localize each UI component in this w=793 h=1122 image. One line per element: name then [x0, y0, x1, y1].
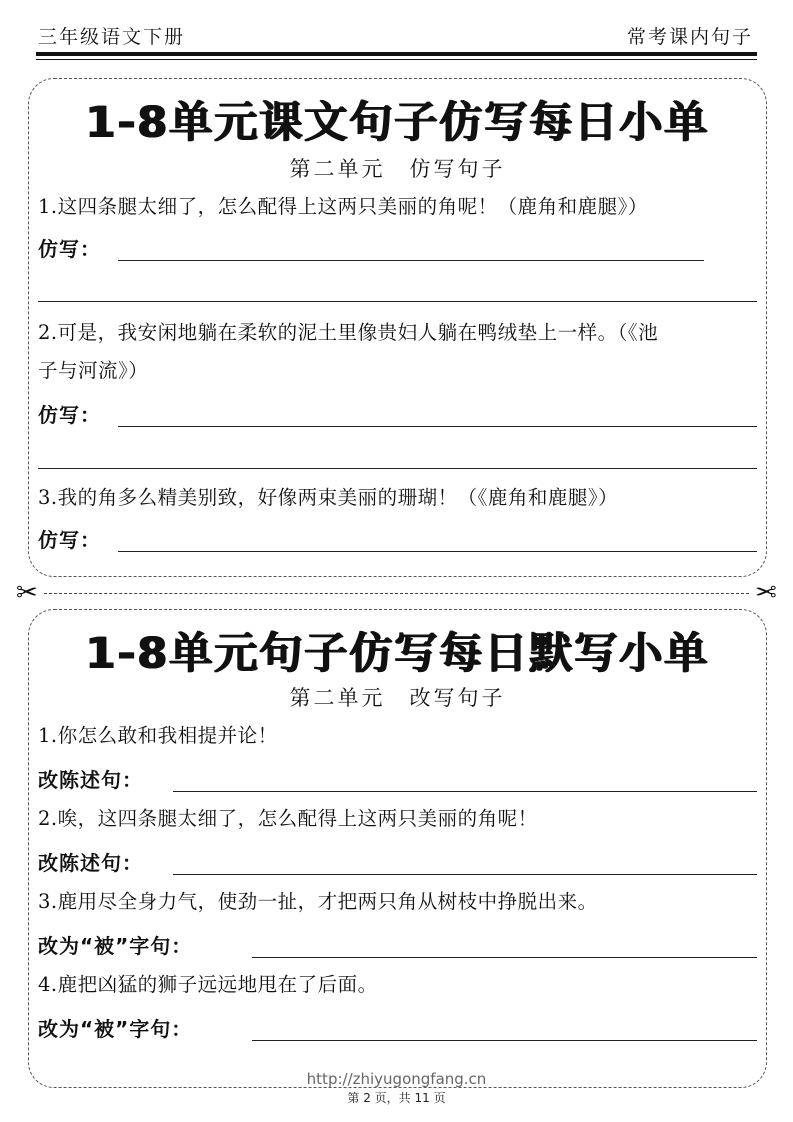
scissors-icon: ✂ [755, 578, 777, 608]
worksheet-title: 1-8单元句子仿写每日默写小单 [85, 629, 710, 679]
question-2: 2.唉，这四条腿太细了，怎么配得上这两只美丽的角呢！ [38, 807, 538, 830]
header-rule-thin [36, 59, 757, 60]
answer-line[interactable] [118, 551, 757, 552]
question-1: 1.这四条腿太细了，怎么配得上这两只美丽的角呢！（鹿角和鹿腿》） [38, 195, 648, 218]
question-2-line-1: 2.可是，我安闲地躺在柔软的泥土里像贵妇人躺在鸭绒垫上一样。（《池 [38, 321, 659, 344]
question-4: 4.鹿把凶猛的狮子远远地甩在了后面。 [38, 973, 378, 996]
answer-line[interactable] [252, 1040, 757, 1041]
question-3: 3.鹿用尽全身力气，使劲一扯，才把两只角从树枝中挣脱出来。 [38, 890, 598, 913]
header-rule-thick [36, 52, 757, 56]
answer-line[interactable] [38, 468, 757, 469]
worksheet-subtitle: 第二单元 仿写句子 [289, 157, 506, 181]
footer-page-number: 第 2 页，共 11 页 [347, 1091, 446, 1105]
worksheet-title: 1-8单元课文句子仿写每日小单 [85, 98, 710, 148]
question-2-line-2: 子与河流》） [38, 359, 149, 382]
answer-line[interactable] [173, 791, 757, 792]
worksheet-subtitle: 第二单元 改写句子 [289, 686, 506, 710]
answer-line[interactable] [38, 301, 757, 302]
question-1: 1.你怎么敢和我相提并论！ [38, 724, 278, 747]
answer-label-statement: 改陈述句： [38, 768, 143, 792]
answer-line[interactable] [173, 874, 757, 875]
answer-label: 仿写： [38, 528, 101, 552]
answer-line[interactable] [252, 957, 757, 958]
cut-line [44, 593, 749, 594]
answer-line[interactable] [118, 260, 704, 261]
question-3: 3.我的角多么精美别致，好像两束美丽的珊瑚！（《鹿角和鹿腿》） [38, 486, 619, 509]
scissors-icon: ✂ [16, 578, 38, 608]
footer-url: http://zhiyugongfang.cn [306, 1070, 487, 1088]
answer-label-passive: 改为“被”字句： [38, 1017, 193, 1041]
answer-line[interactable] [118, 426, 757, 427]
answer-label: 仿写： [38, 237, 101, 261]
header-topic-label: 常考课内句子 [626, 26, 753, 48]
answer-label: 仿写： [38, 403, 101, 427]
header-grade-label: 三年级语文下册 [38, 26, 186, 48]
answer-label-statement: 改陈述句： [38, 851, 143, 875]
answer-label-passive: 改为“被”字句： [38, 934, 193, 958]
